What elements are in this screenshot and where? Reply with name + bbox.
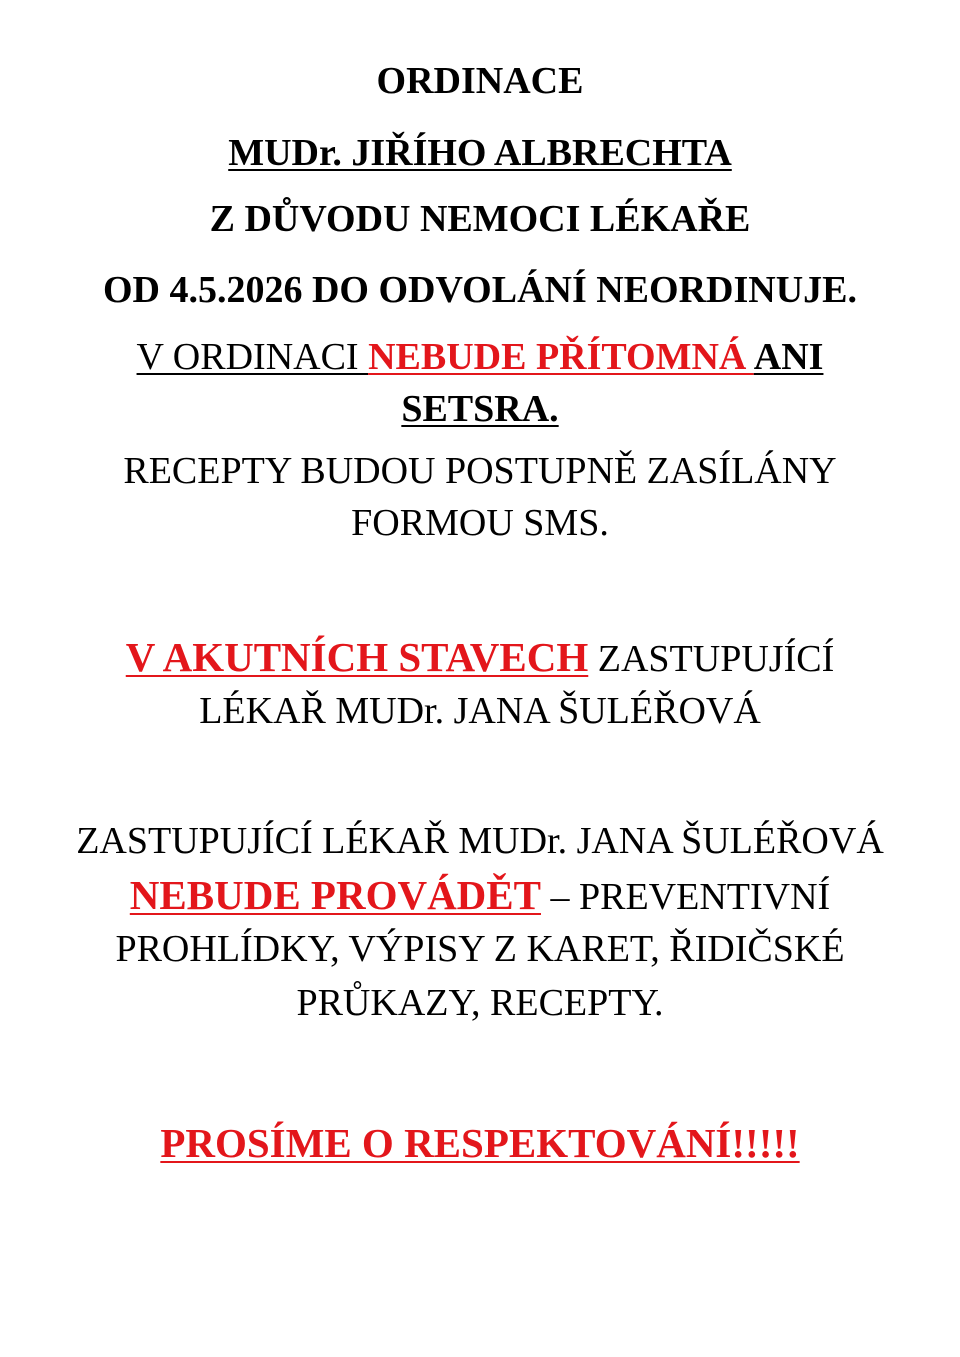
doctor-name-line: [0, 130, 960, 176]
substitute-highlight: NEBUDE PROVÁDĚT: [129, 872, 541, 918]
acute-line-1: [0, 634, 960, 682]
acute-highlight: V AKUTNÍCH STAVECH: [125, 634, 589, 680]
substitute-line-2: [0, 872, 960, 920]
doctor-name: MUDr. JIŘÍHO ALBRECHTA: [228, 132, 732, 174]
prescriptions-line-1: RECEPTY BUDOU POSTUPNĚ ZASÍLÁNY: [123, 450, 837, 492]
nurse-notice-end: SETSRA.: [401, 388, 559, 430]
prescriptions-line-2: FORMOU SMS.: [351, 502, 609, 544]
substitute-line-3: PROHLÍDKY, VÝPISY Z KARET, ŘIDIČSKÉ: [115, 928, 845, 970]
nurse-notice-suffix: ANI: [753, 336, 824, 378]
closure-period: OD 4.5.2026 DO ODVOLÁNÍ NEORDINUJE.: [102, 269, 857, 311]
nurse-notice-line-1: [0, 334, 960, 380]
nurse-notice-prefix: V ORDINACI: [136, 336, 369, 378]
nurse-notice-highlight: NEBUDE PŘÍTOMNÁ: [368, 336, 754, 378]
substitute-line-4: PRŮKAZY, RECEPTY.: [296, 982, 664, 1024]
nurse-notice-line-2: [0, 386, 960, 432]
notice-title: ORDINACE: [376, 60, 584, 102]
closing-line: [0, 1120, 960, 1168]
acute-line-2: LÉKAŘ MUDr. JANA ŠULÉŘOVÁ: [199, 690, 761, 732]
acute-suffix: ZASTUPUJÍCÍ: [588, 638, 835, 680]
closure-reason: Z DŮVODU NEMOCI LÉKAŘE: [209, 198, 751, 240]
substitute-line-1: ZASTUPUJÍCÍ LÉKAŘ MUDr. JANA ŠULÉŘOVÁ: [76, 820, 884, 862]
closing-message: PROSÍME O RESPEKTOVÁNÍ!!!!!: [160, 1120, 800, 1166]
substitute-suffix: – PREVENTIVNÍ: [540, 876, 831, 918]
